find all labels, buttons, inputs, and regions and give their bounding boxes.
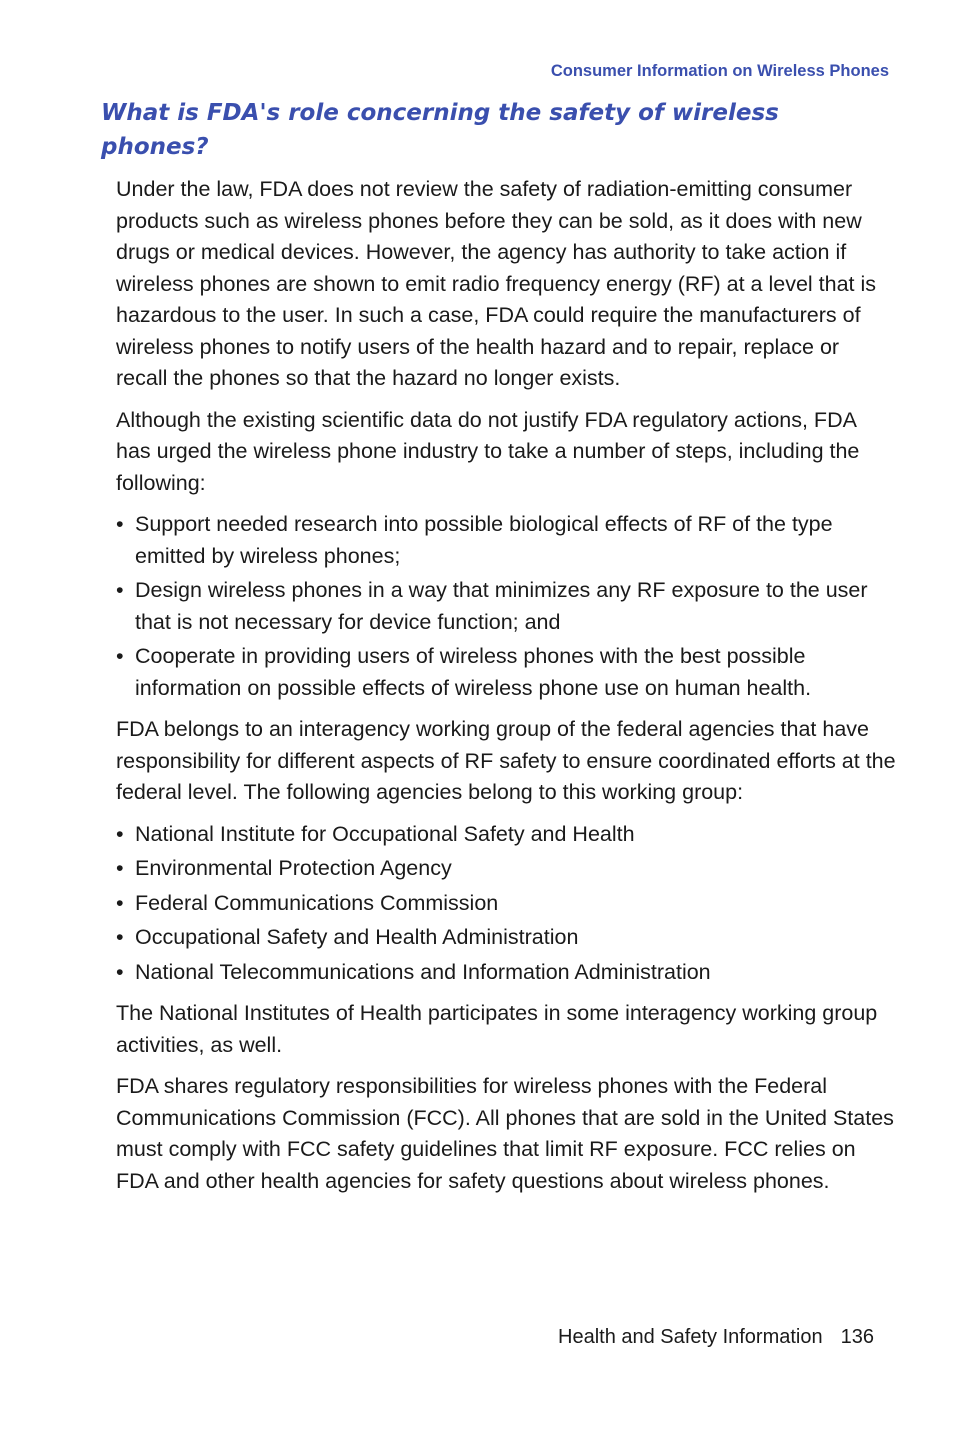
list-item-text: Occupational Safety and Health Administration	[135, 925, 579, 949]
agencies-list	[116, 819, 896, 989]
list-item	[116, 853, 896, 885]
paragraph-industry-steps: Although the existing scientific data do not justify FDA regulatory actions, FDA has urged the wireless phone industry to take a number of steps, including the following:	[116, 407, 860, 495]
list-item-text: Design wireless phones in a way that minimizes any RF exposure to the user that is not necessary for device function; and	[135, 578, 868, 634]
list-item-text: Cooperate in providing users of wireless phones with the best possible information on possible effects of wireless phone use on human health.	[135, 644, 812, 700]
paragraph-working-group: FDA belongs to an interagency working group of the federal agencies that have responsibility for different aspects of RF safety to ensure coordinated efforts at the federal level. The following agencies belong to this working group:	[116, 717, 896, 804]
page-footer	[558, 1326, 874, 1349]
bullet-icon: •	[116, 512, 124, 536]
paragraph-nih: The National Institutes of Health participates in some interagency working group activities, as well.	[116, 1001, 878, 1057]
bullet-icon: •	[116, 821, 124, 846]
list-item	[116, 922, 896, 954]
bullet-icon: •	[116, 890, 124, 915]
page-number: 136	[840, 1326, 874, 1348]
bullet-icon: •	[116, 925, 124, 949]
bullet-icon: •	[116, 959, 124, 984]
bullet-icon: •	[116, 644, 124, 668]
list-item	[116, 888, 896, 920]
paragraph-fcc: FDA shares regulatory responsibilities for wireless phones with the Federal Communications Commission (FCC). All phones that are sold in the United States must comply with FCC safety guidelines that limit RF exposure. FCC relies on FDA and other health agencies for safety questions about wireless phones.	[116, 1074, 894, 1193]
list-item-text: Federal Communications Commission	[135, 890, 499, 915]
steps-list	[116, 509, 896, 704]
bullet-icon: •	[116, 578, 124, 602]
list-item	[116, 641, 896, 704]
list-item-text: National Institute for Occupational Safety and Health	[135, 821, 635, 846]
paragraph-fda-law: Under the law, FDA does not review the safety of radiation-emitting consumer products such as wireless phones before they can be sold, as it does with new drugs or medical devices. However, the agency has authority to take action if wireless phones are shown to emit radio frequency energy (RF) at a level that is hazardous to the user. In such a case, FDA could require the manufacturers of wireless phones to notify users of the health hazard and to repair, replace or recall the phones so that the hazard no longer exists.	[116, 177, 877, 390]
list-item	[116, 575, 896, 638]
list-item-text: National Telecommunications and Information Administration	[135, 959, 711, 984]
list-item-text: Environmental Protection Agency	[135, 856, 452, 880]
list-item	[116, 509, 896, 572]
running-header: Consumer Information on Wireless Phones	[550, 62, 889, 80]
list-item-text: Support needed research into possible biological effects of RF of the type emitted by wireless phones;	[135, 512, 833, 568]
bullet-icon: •	[116, 856, 124, 880]
footer-section-name: Health and Safety Information	[558, 1326, 823, 1348]
section-title: What is FDA's role concerning the safety of wireless phones?	[101, 100, 779, 160]
list-item	[116, 957, 896, 989]
list-item	[116, 819, 896, 851]
page-body	[116, 174, 896, 1207]
